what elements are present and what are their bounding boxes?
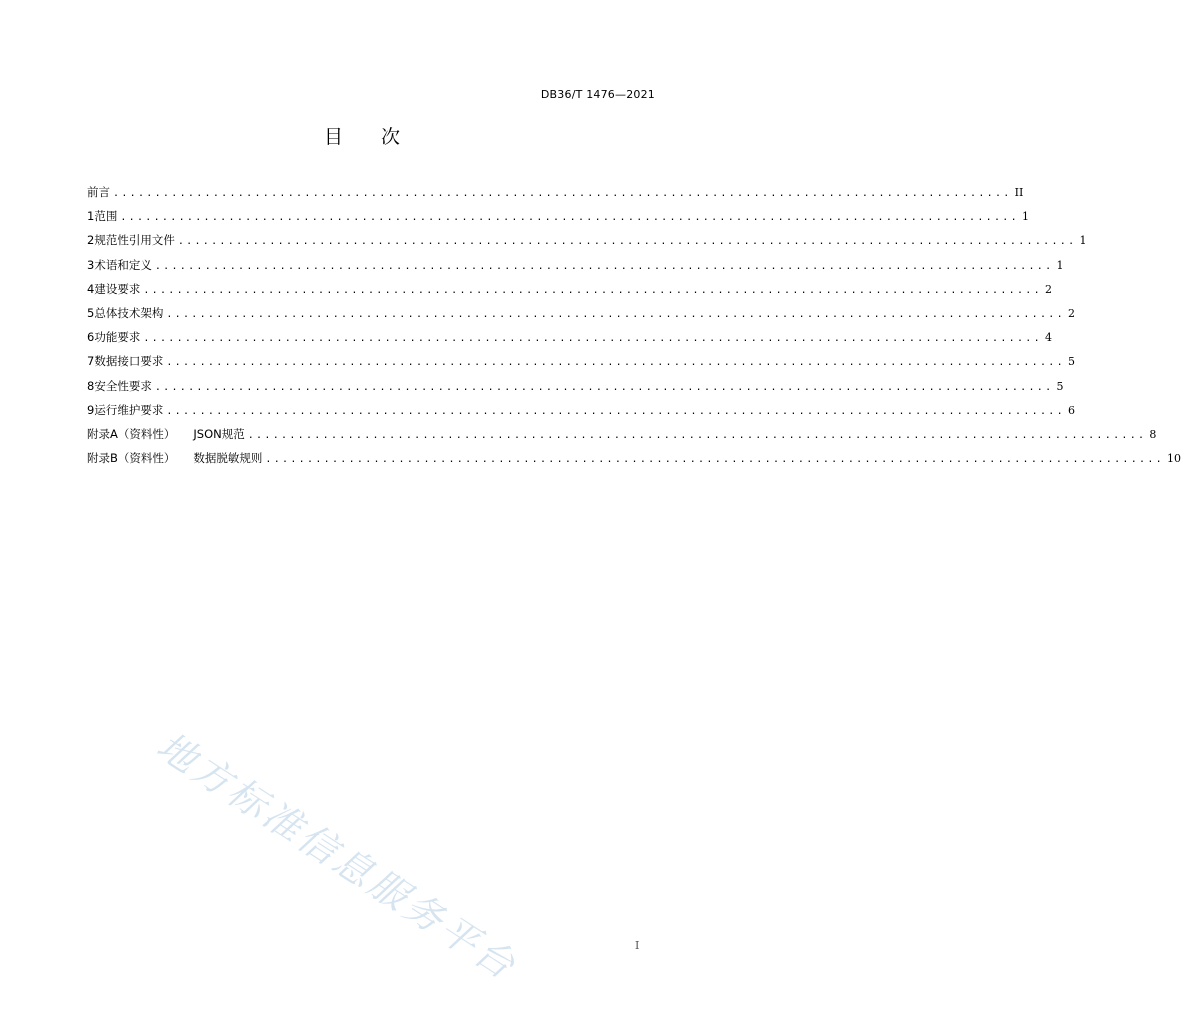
watermark: 地方标准信息服务平台 [149,723,526,990]
toc-title-part2: 次 [381,126,401,148]
toc-entry-3[interactable] [87,257,1064,281]
appendix-label: 附录A（资料性） [87,426,176,441]
toc-leader-dots: ............................................................................................................ [247,429,1147,441]
toc-entry-7[interactable] [87,353,1075,377]
toc-entry-4[interactable] [87,281,1052,305]
toc-entry-page: 2 [1044,282,1052,296]
appendix-title: 数据脱敏规则 [193,451,263,466]
table-of-contents [87,184,1181,474]
toc-leader-dots: ............................................................................................................ [166,405,1065,417]
toc-entry-2[interactable] [87,232,1087,256]
toc-leader-dots: ............................................................................................................ [120,212,1019,224]
toc-entry-label: 术语和定义 [94,257,152,272]
toc-entry-label: 安全性要求 [94,378,152,393]
toc-entry-page: 5 [1056,379,1064,393]
toc-leader-dots: ............................................................................................................ [166,308,1065,320]
toc-leader-dots: ............................................................................................................ [265,454,1165,466]
toc-entry-page: 4 [1044,331,1052,345]
toc-entry-label: 数据接口要求 [94,354,164,369]
toc-entry-label: 总体技术架构 [94,305,164,320]
toc-title-part1: 目 [323,126,343,148]
toc-entry-appendix-b[interactable] [87,450,1181,474]
toc-entry-5[interactable] [87,305,1075,329]
toc-entry-page: 10 [1167,452,1181,466]
toc-entry-appendix-a[interactable] [87,426,1157,450]
toc-leader-dots: ............................................................................................................ [154,381,1054,393]
toc-title [0,122,724,149]
toc-entry-1[interactable] [87,208,1029,232]
standard-code: DB36/T 1476—2021 [540,88,655,101]
toc-entry-number: 6 [87,330,95,345]
toc-entry-number: 8 [87,378,95,393]
toc-entry-label: 范围 [94,209,118,224]
toc-entry-label [87,450,262,466]
toc-entry-page: II [1014,186,1024,199]
toc-leader-dots: ............................................................................................................ [143,333,1042,345]
toc-entry-page: 1 [1079,234,1087,248]
toc-entry-number: 3 [87,257,95,272]
toc-leader-dots: ............................................................................................................ [166,357,1065,369]
toc-entry-label: 前言 [87,185,110,199]
toc-entry-number: 4 [87,281,95,296]
toc-leader-dots: ............................................................................................................ [113,188,1012,199]
toc-entry-number: 7 [87,354,95,369]
toc-entry-number: 1 [87,209,95,224]
appendix-title: JSON规范 [193,426,245,441]
footer-page-number: I [635,939,640,952]
toc-entry-foreword[interactable] [87,184,1024,208]
toc-entry-page: 2 [1067,306,1075,320]
toc-entry-number: 2 [87,233,95,248]
toc-entry-label: 运行维护要求 [94,402,164,417]
toc-entry-number: 9 [87,402,95,417]
toc-entry-page: 5 [1067,355,1075,369]
appendix-label: 附录B（资料性） [87,451,176,466]
toc-entry-6[interactable] [87,329,1052,353]
toc-entry-page: 8 [1149,427,1157,441]
toc-leader-dots: ............................................................................................................ [177,236,1077,248]
toc-entry-number: 5 [87,305,95,320]
toc-entry-page: 6 [1067,403,1075,417]
toc-entry-label: 功能要求 [94,330,141,345]
toc-entry-label: 建设要求 [94,281,141,296]
toc-leader-dots: ............................................................................................................ [143,284,1042,296]
toc-entry-label: 规范性引用文件 [94,233,175,248]
toc-leader-dots: ............................................................................................................ [154,260,1054,272]
toc-entry-page: 1 [1021,210,1029,224]
toc-entry-page: 1 [1056,258,1064,272]
toc-entry-label [87,426,245,442]
toc-entry-8[interactable] [87,378,1064,402]
toc-entry-9[interactable] [87,402,1075,426]
